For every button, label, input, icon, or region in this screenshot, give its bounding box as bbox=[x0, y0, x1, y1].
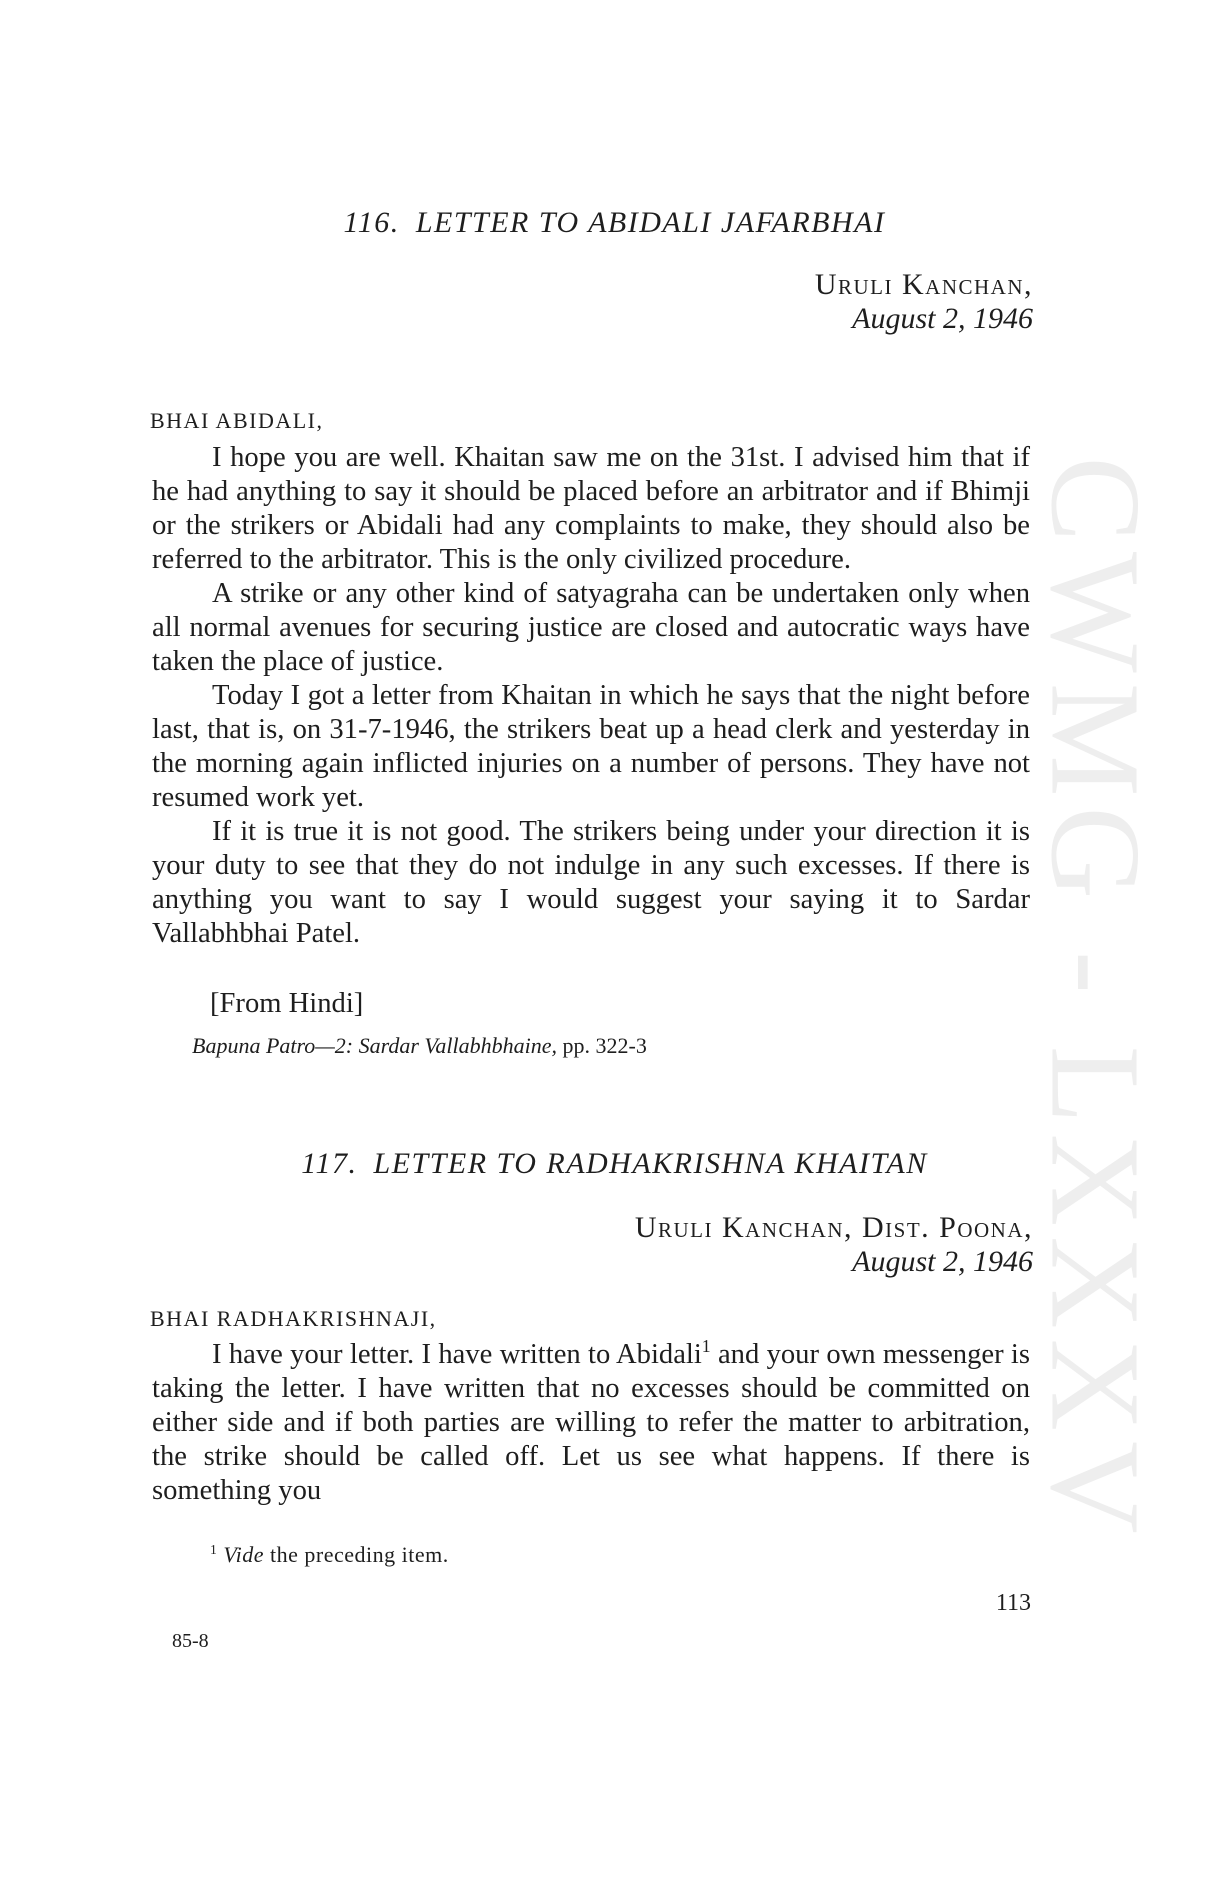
item-116-source-title: Bapuna Patro—2: Sardar Vallabhbhaine, bbox=[192, 1033, 558, 1058]
item-117-heading bbox=[0, 1147, 1229, 1181]
item-117-date: August 2, 1946 bbox=[852, 1245, 1033, 1278]
item-117-place: Uruli Kanchan, Dist. Poona, bbox=[634, 1211, 1033, 1244]
item-116-number: 116. bbox=[343, 206, 400, 239]
item-117-paragraph-1 bbox=[152, 1338, 1030, 1508]
footnote-vide: Vide bbox=[223, 1542, 264, 1567]
footnote-text: the preceding item. bbox=[264, 1542, 449, 1567]
item-116-place: Uruli Kanchan, bbox=[814, 268, 1033, 301]
item-116-title: LETTER TO ABIDALI JAFARBHAI bbox=[415, 206, 886, 239]
footnote-marker: 1 bbox=[210, 1541, 218, 1557]
item-116-source-language: [From Hindi] bbox=[210, 988, 364, 1019]
item-117-number: 117. bbox=[301, 1147, 358, 1180]
printer-signature: 85-8 bbox=[172, 1630, 209, 1652]
item-116-date: August 2, 1946 bbox=[852, 302, 1033, 335]
item-116-paragraph-3: Today I got a letter from Khaitan in which he says that the night before last, that is, on 31-7-1946, the strikers beat up a head clerk and yesterday in the morning again inflicted injuries on a number of persons. They have not resumed work yet. bbox=[152, 680, 1030, 813]
item-116-heading bbox=[0, 206, 1229, 240]
item-116-salutation: BHAI ABIDALI, bbox=[150, 408, 324, 433]
item-116-body bbox=[152, 441, 1030, 951]
item-117-body bbox=[152, 1338, 1030, 1508]
item-117-paragraph-rest: and your own messenger is taking the letter. I have written that no excesses should be committed on either side and if both parties are willing to refer the matter to arbitration, the strike should be called off. Let us see what happens. If there is something you bbox=[152, 1339, 1030, 1506]
item-116-paragraph-4: If it is true it is not good. The strikers being under your direction it is your duty to see that they do not indulge in any such excesses. If there is anything you want to say I would suggest your saying it to Sardar Vallabhbhai Patel. bbox=[152, 816, 1030, 949]
item-116-paragraph-2: A strike or any other kind of satyagraha can be undertaken only when all normal avenues for securing justice are closed and autocratic ways have taken the place of justice. bbox=[152, 578, 1030, 677]
item-117-title: LETTER TO RADHAKRISHNA KHAITAN bbox=[373, 1147, 928, 1180]
item-116-paragraph-1: I hope you are well. Khaitan saw me on the 31st. I advised him that if he had anything to say it should be placed before an arbitrator and if Bhimji or the strikers or Abidali had any complaints to make, they should also be referred to the arbitrator. This is the only civilized procedure. bbox=[152, 442, 1030, 575]
watermark-text: CWMG - LXXXV bbox=[1024, 456, 1167, 1544]
footnote-reference[interactable]: 1 bbox=[701, 1336, 711, 1357]
item-117-paragraph-lead: I have your letter. I have written to Abidali bbox=[212, 1339, 702, 1370]
item-117-salutation: BHAI RADHAKRISHNAJI, bbox=[150, 1306, 437, 1331]
page-number: 113 bbox=[995, 1590, 1031, 1616]
item-116-source-pages: pp. 322-3 bbox=[562, 1033, 647, 1058]
footnote bbox=[210, 1542, 449, 1568]
item-116-source-citation bbox=[192, 1033, 647, 1059]
